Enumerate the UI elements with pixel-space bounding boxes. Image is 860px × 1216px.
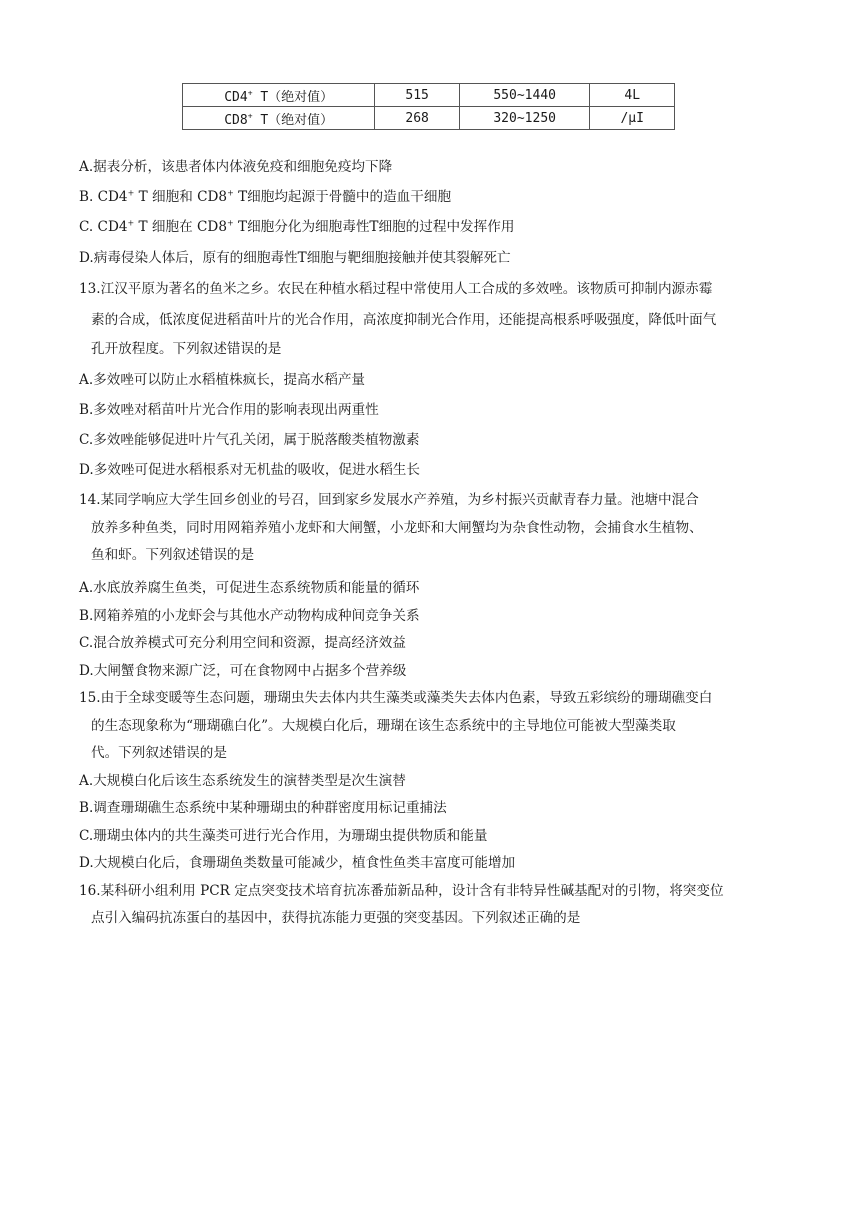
q13-stem-line-1: 13.江汉平原为著名的鱼米之乡。农民在种植水稻过程中常使用人工合成的多效唑。该物质可抑制内源赤霉 [79,281,713,297]
lymphocyte-table [182,83,675,130]
q15-option-c: C.珊瑚虫体内的共生藻类可进行光合作用，为珊瑚虫提供物质和能量 [79,828,488,844]
q14-option-b: B.网箱养殖的小龙虾会与其他水产动物构成种间竞争关系 [79,608,420,624]
q13-option-c: C.多效唑能够促进叶片气孔关闭，属于脱落酸类植物激素 [79,432,420,448]
q15-stem-line-2: 的生态现象称为“珊瑚礁白化”。大规模白化后，珊瑚在该生态系统中的主导地位可能被大型藻类取 [91,718,676,734]
table-cell-unit: 4L [590,84,675,107]
q13-option-b: B.多效唑对稻苗叶片光合作用的影响表现出两重性 [79,402,379,418]
q13-option-a: A.多效唑可以防止水稻植株疯长，提高水稻产量 [79,372,366,388]
q13-option-d: D.多效唑可促进水稻根系对无机盐的吸收，促进水稻生长 [79,462,420,478]
table-cell-value: 268 [375,107,460,130]
q14-option-a: A.水底放养腐生鱼类，可促进生态系统物质和能量的循环 [79,580,420,596]
table-cell-unit: /μI [590,107,675,130]
table-cell-value: 515 [375,84,460,107]
q14-stem-line-3: 鱼和虾。下列叙述错误的是 [91,547,255,563]
q15-option-d: D.大规模白化后，食珊瑚鱼类数量可能减少，植食性鱼类丰富度可能增加 [79,855,516,871]
q15-option-a: A.大规模白化后该生态系统发生的演替类型是次生演替 [79,773,406,789]
table-row [183,107,675,130]
q16-stem-line-2: 点引入编码抗冻蛋白的基因中，获得抗冻能力更强的突变基因。下列叙述正确的是 [91,910,581,926]
q12-option-a: A.据表分析，该患者体内体液免疫和细胞免疫均下降 [79,159,393,175]
table-cell-range: 320~1250 [459,107,590,130]
table-cell-range: 550~1440 [459,84,590,107]
table-cell-name: CD8+ T（绝对值） [183,107,375,130]
q13-stem-line-3: 孔开放程度。下列叙述错误的是 [91,341,282,357]
q15-stem-line-1: 15.由于全球变暖等生态问题，珊瑚虫失去体内共生藻类或藻类失去体内色素，导致五彩缤纷的珊瑚礁变白 [79,690,713,706]
q16-stem-line-1: 16.某科研小组利用 PCR 定点突变技术培育抗冻番茄新品种，设计含有非特异性碱基配对的引物，将突变位 [79,883,724,899]
q14-stem-line-1: 14.某同学响应大学生回乡创业的号召，回到家乡发展水产养殖，为乡村振兴贡献青春力量。池塘中混合 [79,492,699,508]
q14-stem-line-2: 放养多种鱼类，同时用网箱养殖小龙虾和大闸蟹，小龙虾和大闸蟹均为杂食性动物，会捕食水生植物、 [91,520,703,536]
q14-option-d: D.大闸蟹食物来源广泛，可在食物网中占据多个营养级 [79,663,407,679]
table-cell-name: CD4+ T（绝对值） [183,84,375,107]
table-row [183,84,675,107]
q12-option-c: C. CD4+ T 细胞在 CD8+ T细胞分化为细胞毒性T细胞的过程中发挥作用 [79,218,515,235]
q12-option-b: B. CD4+ T 细胞和 CD8+ T细胞均起源于骨髓中的造血干细胞 [79,188,452,205]
q15-option-b: B.调查珊瑚礁生态系统中某种珊瑚虫的种群密度用标记重捕法 [79,800,447,816]
q14-option-c: C.混合放养模式可充分利用空间和资源，提高经济效益 [79,635,406,651]
q12-option-d: D.病毒侵染人体后，原有的细胞毒性T细胞与靶细胞接触并使其裂解死亡 [79,250,511,266]
q13-stem-line-2: 素的合成，低浓度促进稻苗叶片的光合作用，高浓度抑制光合作用，还能提高根系呼吸强度，降低叶面气 [91,312,717,328]
q15-stem-line-3: 代。下列叙述错误的是 [91,745,227,761]
